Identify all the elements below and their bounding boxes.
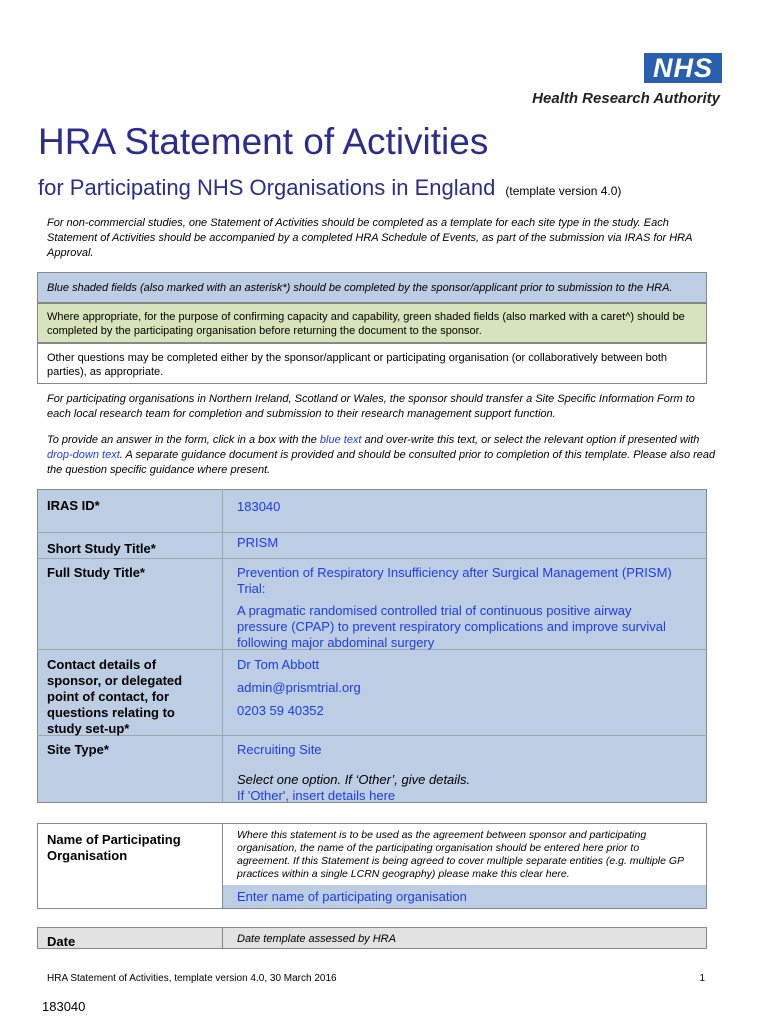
page-title: HRA Statement of Activities bbox=[38, 121, 489, 162]
table-divider bbox=[222, 489, 223, 803]
template-version: (template version 4.0) bbox=[505, 184, 622, 198]
guidance-green: Where appropriate, for the purpose of confirming capacity and capability, green shaded fields (also marked with a caret^) should be completed by the participating organisation before returning the document to the sponsor. bbox=[37, 303, 707, 343]
devolved-nations-paragraph: For participating organisations in Northern Ireland, Scotland or Wales, the sponsor should transfer a Site Specific Information Form to each local research team for completion and submission to their research management support function. bbox=[47, 393, 695, 420]
iras-id-field[interactable]: 183040 bbox=[237, 499, 281, 514]
site-type-other-field[interactable]: If 'Other', insert details here bbox=[237, 788, 396, 803]
subtitle-text: for Participating NHS Organisations in England bbox=[38, 175, 496, 200]
full-title-field-2[interactable]: A pragmatic randomised controlled trial of continuous positive airway pressure (CPAP) to prevent respiratory complications and improve survival following major abdominal surgery bbox=[237, 603, 666, 650]
site-type-dropdown[interactable]: Recruiting Site bbox=[237, 742, 322, 757]
page-subtitle bbox=[38, 175, 621, 201]
row-divider bbox=[37, 532, 707, 533]
iras-id-label: IRAS ID* bbox=[47, 498, 100, 513]
site-type-label: Site Type* bbox=[47, 742, 109, 757]
page-number: 1 bbox=[699, 973, 705, 984]
footer-text: HRA Statement of Activities, template version 4.0, 30 March 2016 bbox=[47, 973, 337, 984]
organisation-note: Where this statement is to be used as the agreement between sponsor and participating organisation, the name of the participating organisation should be entered here prior to agreement. If this Statement is being agreed to cover multiple separate entities (e.g. multiple GP practices within a single LCRN geography) please make this clear here. bbox=[237, 829, 684, 880]
nhs-logo: NHS bbox=[644, 53, 722, 83]
organisation-label: Name of Participating Organisation bbox=[47, 832, 181, 863]
contact-email-field[interactable]: admin@prismtrial.org bbox=[237, 680, 361, 695]
row-divider bbox=[37, 558, 707, 559]
organisation-field[interactable]: Enter name of participating organisation bbox=[237, 889, 467, 904]
table-divider bbox=[222, 927, 223, 949]
instructions-text-1: To provide an answer in the form, click in a box with the bbox=[47, 434, 320, 446]
instructions-paragraph bbox=[47, 433, 719, 478]
instructions-text-2: and over-write this text, or select the relevant option if presented with bbox=[361, 434, 700, 446]
full-title-field-1[interactable]: Prevention of Respiratory Insufficiency after Surgical Management (PRISM) Trial: bbox=[237, 565, 672, 596]
contact-phone-field[interactable]: 0203 59 40352 bbox=[237, 703, 324, 718]
authority-name: Health Research Authority bbox=[532, 90, 720, 107]
blue-text-sample: blue text bbox=[319, 434, 362, 446]
dropdown-text-sample: drop-down text bbox=[47, 449, 120, 461]
intro-paragraph: For non-commercial studies, one Statement of Activities should be completed as a template for each site type in the study. Each Statement of Activities should be accompanied by a completed HRA Schedule of Events, as part of the submission via IRAS for HRA Approval. bbox=[47, 217, 693, 259]
instructions-text-3: . A separate guidance document is provided and should be consulted prior to completion of this template. Please also read the question specific guidance where present. bbox=[47, 449, 716, 476]
site-type-hint: Select one option. If ‘Other’, give details. bbox=[237, 772, 471, 787]
guidance-blue: Blue shaded fields (also marked with an asterisk*) should be completed by the sponsor/applicant prior to submission to the HRA. bbox=[37, 272, 707, 303]
short-title-field[interactable]: PRISM bbox=[237, 535, 279, 550]
footer-iras-id: 183040 bbox=[42, 999, 86, 1014]
date-label: Date bbox=[47, 934, 76, 949]
full-title-label: Full Study Title* bbox=[47, 565, 145, 580]
short-title-label: Short Study Title* bbox=[47, 541, 156, 556]
date-field: Date template assessed by HRA bbox=[237, 933, 396, 945]
contact-label: Contact details of sponsor, or delegated point of contact, for questions relating to study set-up* bbox=[47, 657, 183, 736]
contact-name-field[interactable]: Dr Tom Abbott bbox=[237, 657, 320, 672]
guidance-white: Other questions may be completed either by the sponsor/applicant or participating organisation (or collaboratively between both parties), as appropriate. bbox=[37, 343, 707, 384]
